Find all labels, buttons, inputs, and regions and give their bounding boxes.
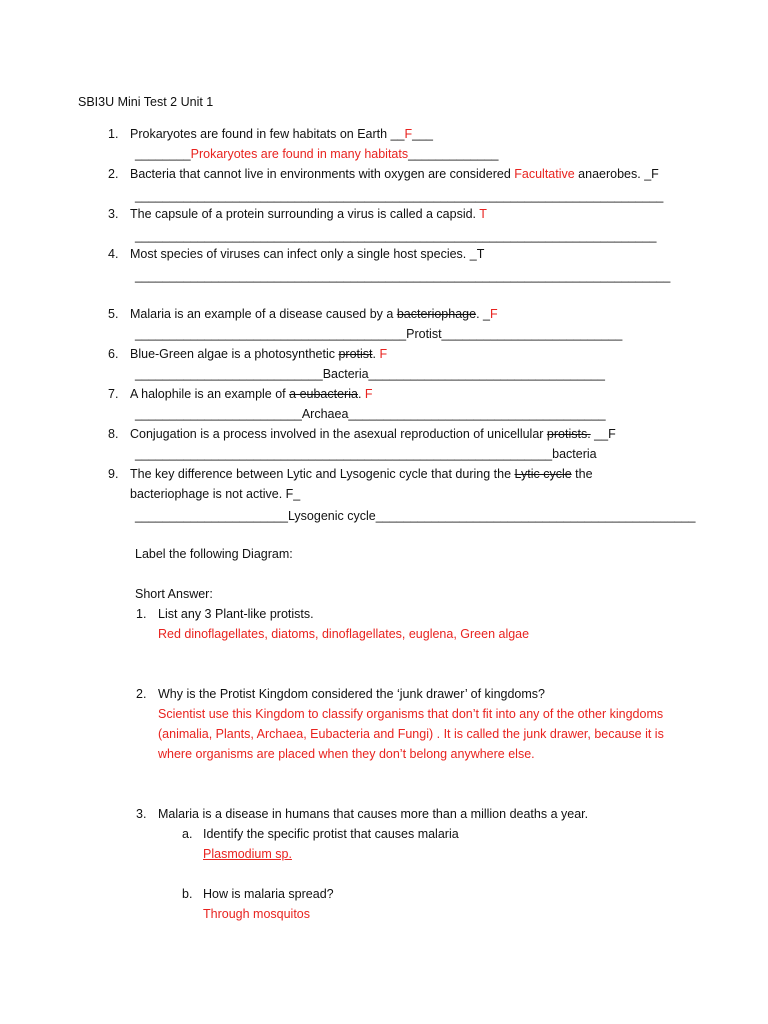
question-text: Malaria is a disease in humans that causes more than a million deaths a year. <box>158 807 589 821</box>
question-text: Prokaryotes are found in few habitats on Earth __F___ <box>130 127 433 141</box>
answer-mark: T <box>479 207 487 221</box>
question-number: 4. <box>108 247 119 261</box>
answer-mark: F <box>379 347 388 361</box>
answer-text: (animalia, Plants, Archaea, Eubacteria and Fungi) . It is called the junk drawer, because it is <box>158 727 664 741</box>
section-heading-short-answer: Short Answer: <box>135 587 213 601</box>
question-text: Blue-Green algae is a photosynthetic protist. F <box>130 347 388 361</box>
question-number: 1. <box>108 127 119 141</box>
sub-question-text: Identify the specific protist that causes malaria <box>203 827 459 841</box>
struck-word: bacteriophage <box>396 307 477 321</box>
answer-mark: F <box>364 387 373 401</box>
question-text: The capsule of a protein surrounding a virus is called a capsid. T <box>130 207 487 221</box>
question-text: Bacteria that cannot live in environments with oxygen are considered Facultative anaerobes. _F <box>130 167 659 181</box>
question-text: The key difference between Lytic and Lysogenic cycle that during the Lytic cycle the <box>130 467 593 481</box>
struck-word: a eubacteria <box>289 387 358 401</box>
question-text: List any 3 Plant-like protists. <box>158 607 314 621</box>
question-number: 8. <box>108 427 119 441</box>
answer-line: ____________________________________________________________bacteria <box>135 447 597 461</box>
question-text-cont: bacteriophage is not active. F_ <box>130 487 301 501</box>
question-number: 3. <box>108 207 119 221</box>
question-text: Why is the Protist Kingdom considered the ‘junk drawer’ of kingdoms? <box>158 687 545 701</box>
question-number: 2. <box>136 687 147 701</box>
answer-text: Through mosquitos <box>203 907 311 921</box>
struck-word: protist <box>338 347 373 361</box>
question-number: 1. <box>136 607 147 621</box>
question-number: 3. <box>136 807 147 821</box>
answer-text: Red dinoflagellates, diatoms, dinoflagellates, euglena, Green algae <box>158 627 530 641</box>
sub-question-letter: b. <box>182 887 193 901</box>
answer-line: ______________________Lysogenic cycle______________________________________________ <box>135 509 696 523</box>
answer-line: ________________________Archaea_____________________________________ <box>135 407 606 421</box>
answer-line: ________Prokaryotes are found in many habitats_____________ <box>135 147 499 161</box>
question-text: Malaria is an example of a disease caused by a bacteriophage. _F <box>130 307 498 321</box>
answer-text: Prokaryotes are found in many habitats <box>190 147 409 161</box>
struck-word: protists. <box>546 427 591 441</box>
question-number: 7. <box>108 387 119 401</box>
section-heading-diagram: Label the following Diagram: <box>135 547 293 561</box>
sub-question-text: How is malaria spread? <box>203 887 334 901</box>
answer-line: ___________________________________________________________________________ <box>135 229 657 243</box>
question-number: 2. <box>108 167 119 181</box>
answer-line: ___________________________Bacteria__________________________________ <box>135 367 605 381</box>
answer-text: where organisms are placed when they don’t belong anywhere else. <box>158 747 535 761</box>
answer-mark: F <box>404 127 413 141</box>
answer-mark: F <box>489 307 498 321</box>
question-number: 9. <box>108 467 119 481</box>
doc-title: SBI3U Mini Test 2 Unit 1 <box>78 95 214 109</box>
answer-line: _______________________________________Protist__________________________ <box>135 327 623 341</box>
question-number: 5. <box>108 307 119 321</box>
sub-question-letter: a. <box>182 827 193 841</box>
question-text: A halophile is an example of a eubacteria. F <box>130 387 373 401</box>
answer-text: Facultative <box>514 167 575 181</box>
answer-line: _____________________________________________________________________________ <box>135 269 671 283</box>
answer-text: Plasmodium sp. <box>203 847 292 861</box>
struck-word: Lytic cycle <box>514 467 572 481</box>
question-text: Most species of viruses can infect only a single host species. _T <box>130 247 485 261</box>
answer-line: ____________________________________________________________________________ <box>135 189 664 203</box>
question-number: 6. <box>108 347 119 361</box>
question-text: Conjugation is a process involved in the asexual reproduction of unicellular protists. __F <box>130 427 616 441</box>
answer-text: Scientist use this Kingdom to classify organisms that don’t fit into any of the other kingdoms <box>158 707 664 721</box>
